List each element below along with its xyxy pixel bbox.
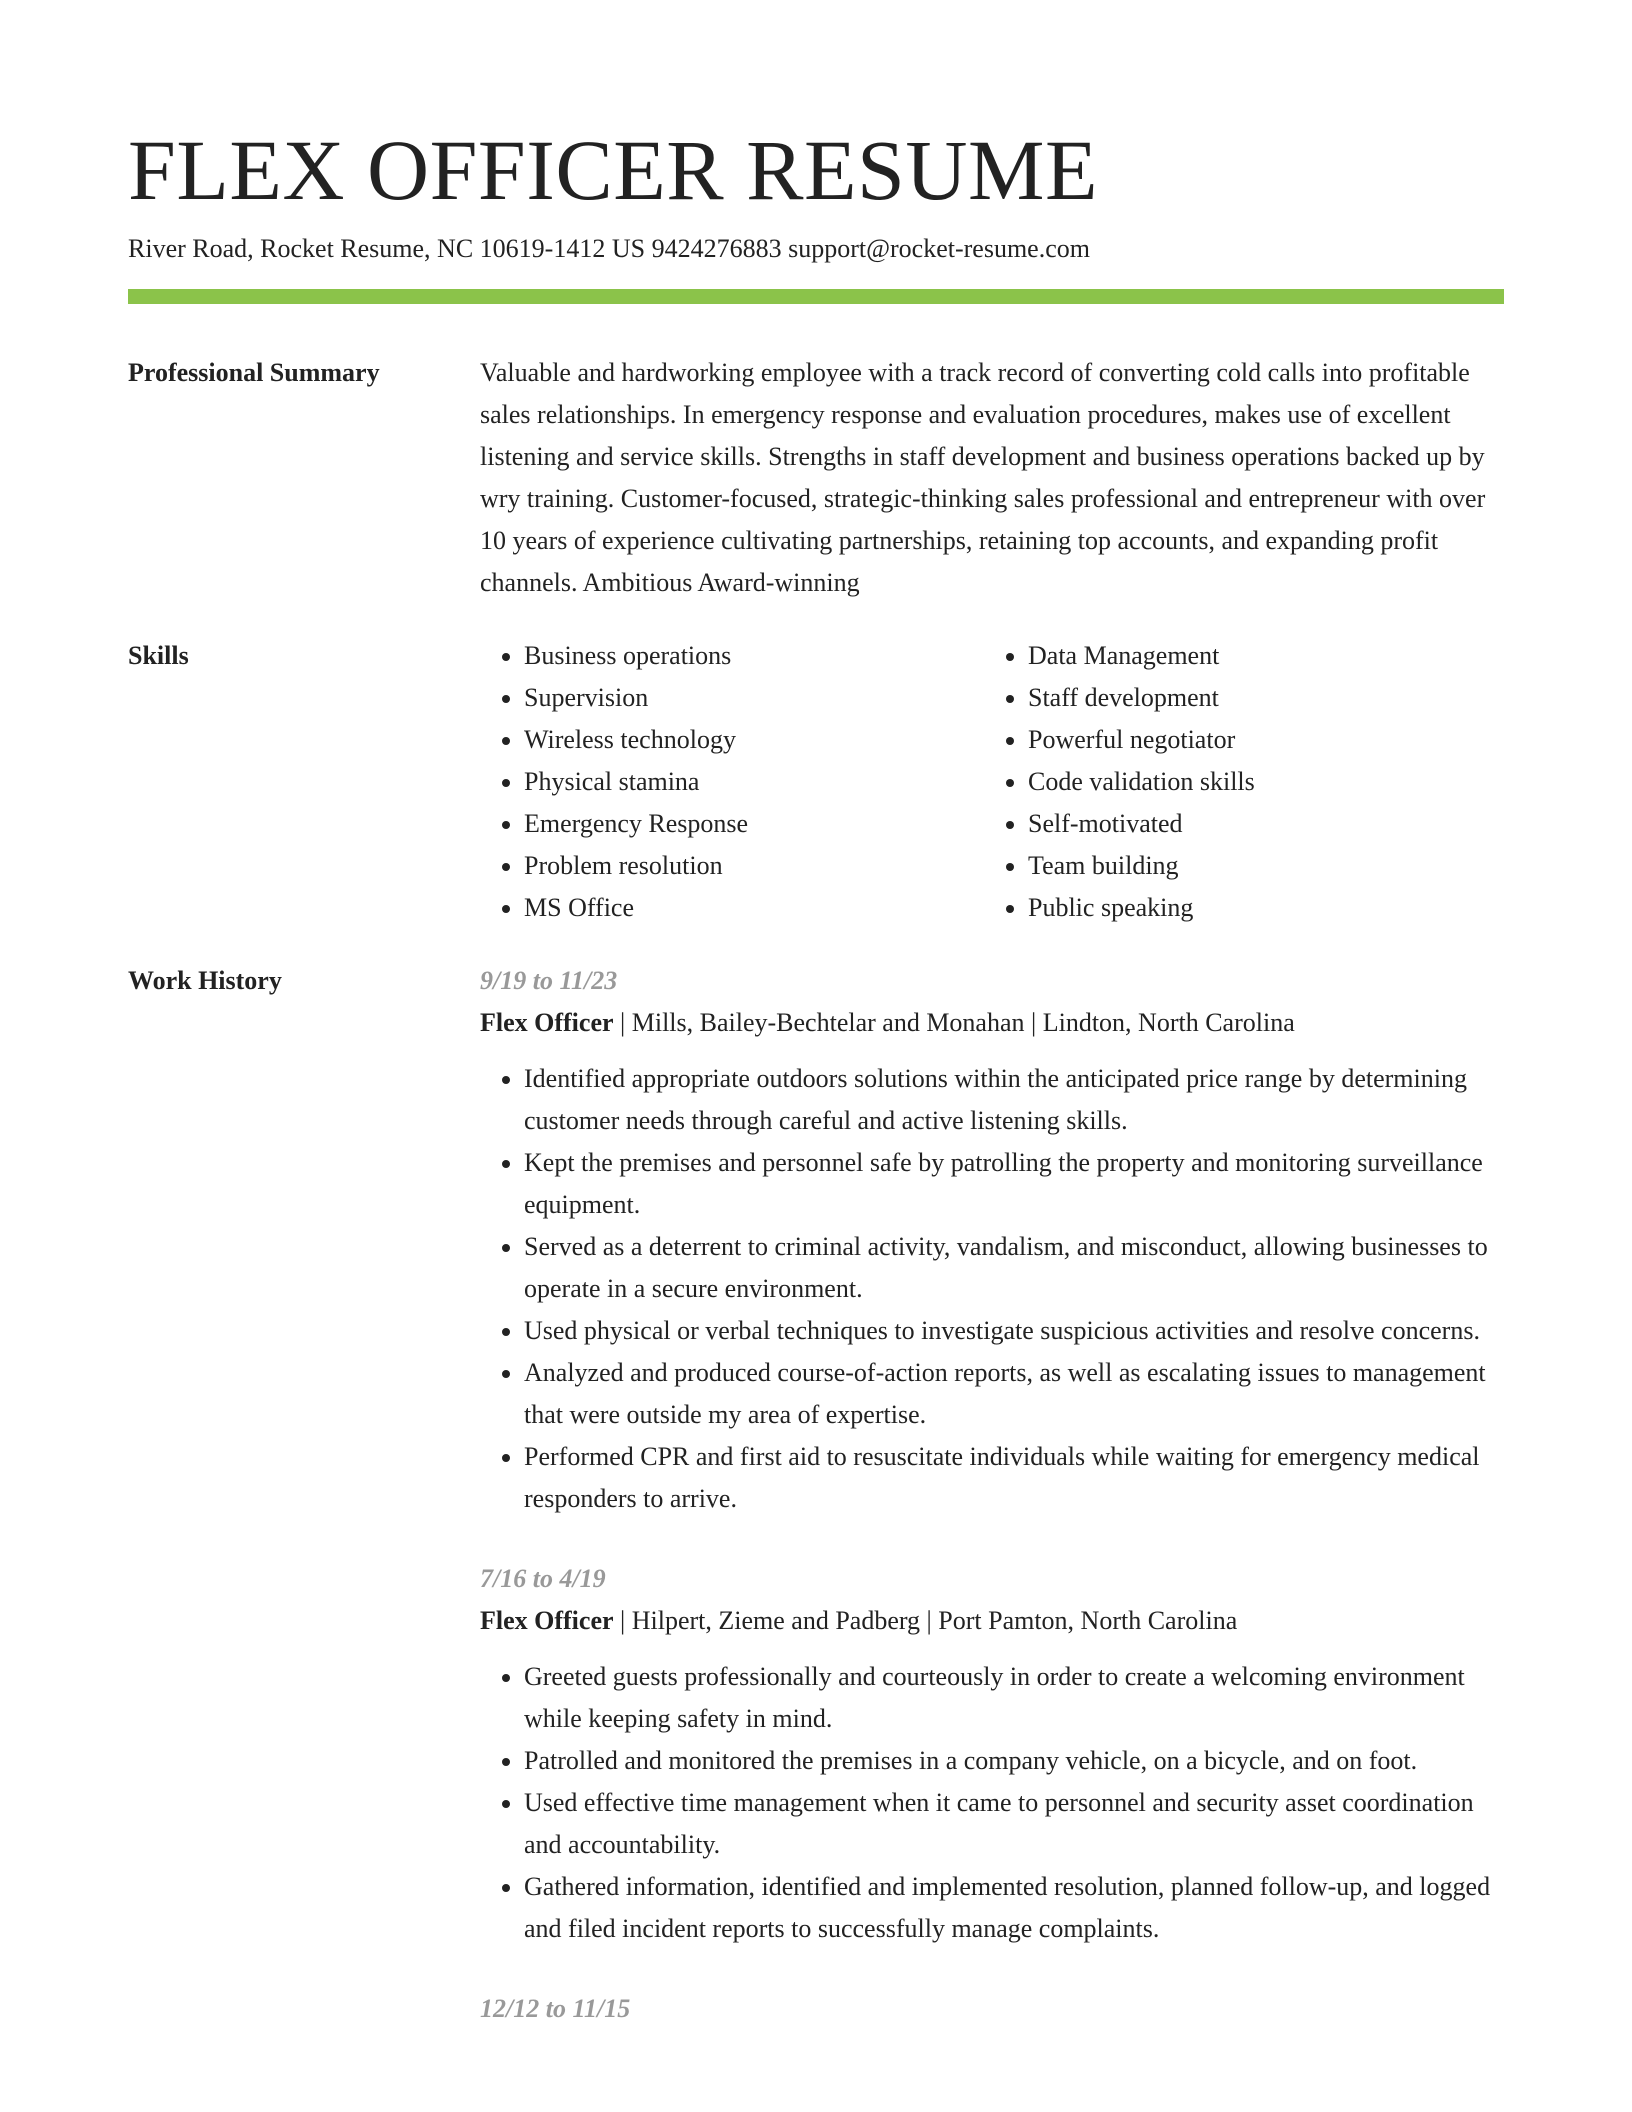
contact-line xyxy=(128,232,1504,266)
job-employer: | Hilpert, Zieme and Padberg | Port Pamton, North Carolina xyxy=(613,1606,1238,1635)
skill-item: • Staff development xyxy=(1028,677,1488,719)
skill-item: • Data Management xyxy=(1028,635,1488,677)
work-history-heading: Work History xyxy=(128,966,282,995)
skills-section xyxy=(128,635,1504,929)
skill-item: • Powerful negotiator xyxy=(1028,719,1488,761)
job-entry xyxy=(480,960,1504,1520)
job-bullets xyxy=(480,1058,1504,1520)
job-header xyxy=(480,1002,1504,1044)
job-bullet: • Used effective time management when it came to personnel and security asset coordination and accountability. xyxy=(524,1782,1504,1866)
job-title: Flex Officer xyxy=(480,1008,614,1037)
job-bullet: • Used physical or verbal techniques to investigate suspicious activities and resolve concerns. xyxy=(524,1310,1504,1352)
job-bullets xyxy=(480,1656,1504,1950)
job-dates: 9/19 to 11/23 xyxy=(480,966,618,995)
skills-list-right xyxy=(984,635,1488,929)
summary-text: Valuable and hardworking employee with a track record of converting cold calls into profitable sales relationships. In emergency response and evaluation procedures, makes use of excellent listening and service skills. Strengths in staff development and business operations backed up by wry training. Customer-focused, strategic-thinking sales professional and entrepreneur with over 10 years of experience cultivating partnerships, retaining top accounts, and expanding profit channels. Ambitious Award-winning xyxy=(480,358,1486,597)
job-bullet: • Served as a deterrent to criminal activity, vandalism, and misconduct, allowing businesses to operate in a secure environment. xyxy=(524,1226,1504,1310)
skill-item: • Self-motivated xyxy=(1028,803,1488,845)
job-dates: 7/16 to 4/19 xyxy=(480,1564,606,1593)
job-dates: 12/12 to 11/15 xyxy=(480,1994,631,2023)
job-bullet: • Greeted guests professionally and courteously in order to create a welcoming environment while keeping safety in mind. xyxy=(524,1656,1504,1740)
skill-item: • Problem resolution xyxy=(524,845,984,887)
job-entry xyxy=(480,1558,1504,1950)
skill-item: • MS Office xyxy=(524,887,984,929)
resume-title: FLEX OFFICER RESUME xyxy=(128,122,1098,218)
summary-section xyxy=(128,352,1504,604)
summary-heading: Professional Summary xyxy=(128,358,380,387)
job-bullet: • Analyzed and produced course-of-action reports, as well as escalating issues to management that were outside my area of expertise. xyxy=(524,1352,1504,1436)
job-entry xyxy=(480,1988,1504,2030)
skill-item: • Supervision xyxy=(524,677,984,719)
skills-heading: Skills xyxy=(128,641,189,670)
header-divider xyxy=(128,289,1504,304)
job-bullet: • Kept the premises and personnel safe by patrolling the property and monitoring surveillance equipment. xyxy=(524,1142,1504,1226)
contact-email[interactable]: support@rocket-resume.com xyxy=(788,234,1090,263)
resume-page xyxy=(128,118,1504,2068)
skill-item: • Emergency Response xyxy=(524,803,984,845)
skill-item: • Code validation skills xyxy=(1028,761,1488,803)
contact-phone: 9424276883 xyxy=(651,234,782,263)
job-bullet: • Patrolled and monitored the premises in a company vehicle, on a bicycle, and on foot. xyxy=(524,1740,1504,1782)
contact-address: River Road, Rocket Resume, NC 10619-1412 US xyxy=(128,234,646,263)
job-bullet: • Gathered information, identified and implemented resolution, planned follow-up, and logged and filed incident reports to successfully manage complaints. xyxy=(524,1866,1504,1950)
job-bullet: • Performed CPR and first aid to resuscitate individuals while waiting for emergency medical responders to arrive. xyxy=(524,1436,1504,1520)
job-employer: | Mills, Bailey-Bechtelar and Monahan | Lindton, North Carolina xyxy=(613,1008,1295,1037)
skill-item: • Business operations xyxy=(524,635,984,677)
job-header xyxy=(480,1600,1504,1642)
skills-list-left xyxy=(480,635,984,929)
work-history-section xyxy=(128,960,1504,2068)
skill-item: • Public speaking xyxy=(1028,887,1488,929)
skill-item: • Team building xyxy=(1028,845,1488,887)
job-title: Flex Officer xyxy=(480,1606,614,1635)
skill-item: • Wireless technology xyxy=(524,719,984,761)
skill-item: • Physical stamina xyxy=(524,761,984,803)
job-bullet: • Identified appropriate outdoors solutions within the anticipated price range by determining customer needs through careful and active listening skills. xyxy=(524,1058,1504,1142)
